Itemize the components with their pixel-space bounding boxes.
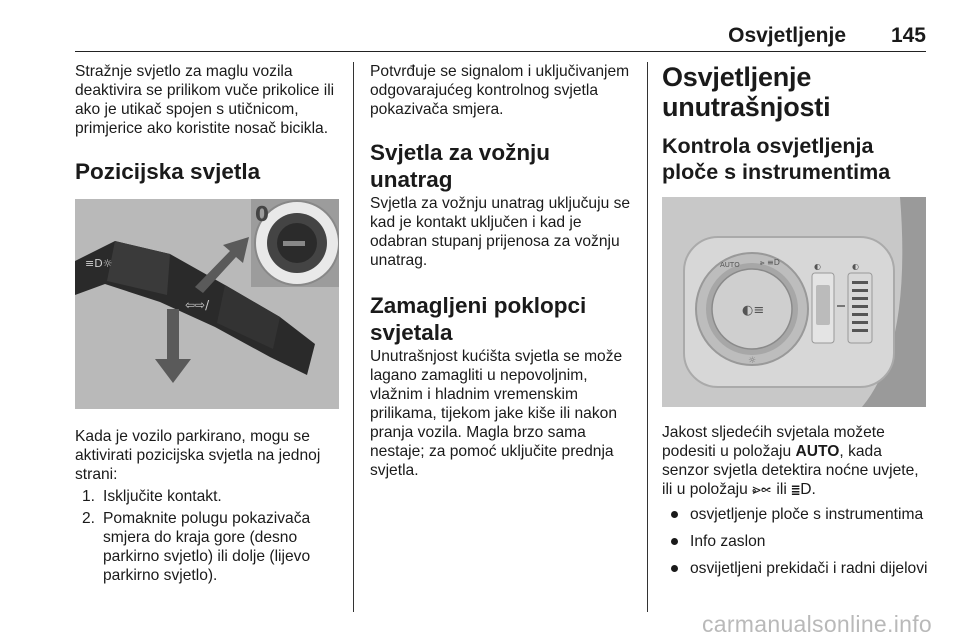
svg-text:◐≡: ◐≡ <box>742 303 765 318</box>
sidelight-symbol-icon: ⩺∝ <box>752 481 773 498</box>
svg-text:≡D☼: ≡D☼ <box>85 257 113 270</box>
bullet-icon <box>671 565 678 572</box>
figure-light-switch <box>662 197 926 407</box>
headlight-symbol-icon: ≣D <box>791 481 812 498</box>
list-item: Info zaslon <box>662 532 928 551</box>
list-item <box>75 487 342 506</box>
auto-label: AUTO <box>795 443 840 460</box>
page-number: 145 <box>890 24 926 47</box>
fog-light-paragraph: Stražnje svjetlo za maglu vozila deaktivira se prilikom vuče prikolice ili ako je utikač spojen s utičnicom, primjerice ako koristite nosač bicikla. <box>75 63 335 137</box>
heading-reversing-lights: Svjetla za vožnju unatrag <box>370 140 551 192</box>
page-header <box>75 22 926 52</box>
reversing-lights-paragraph: Svjetla za vožnju unatrag uključuju se kad je kontakt uključen i kad je odabran stupanj prijenosa za vožnju unatrag. <box>370 195 631 269</box>
column-2 <box>370 62 636 480</box>
bullet-icon <box>671 538 678 545</box>
heading-instrument-panel-control: Kontrola osvjetljenja ploče s instrumentima <box>662 134 891 184</box>
column-3 <box>662 62 928 586</box>
column-divider-1 <box>353 62 354 612</box>
auto-position-label: AUTO <box>720 261 740 269</box>
step-number: 1. <box>81 488 95 505</box>
fogged-covers-paragraph: Unutrašnjost kućišta svjetla se može lagano zamagliti u nepovoljnim, vlažnim i hladnim vremenskim prilikama, tijekom jake kiše ili nakon pranja vozila. Magla brzo sama nestaje; za pomoć uključite prednja svjetla. <box>370 348 623 479</box>
heading-parking-lights: Pozicijska svjetla <box>75 159 261 184</box>
svg-text:◐: ◐ <box>814 262 821 271</box>
list-item <box>75 509 342 585</box>
svg-text:⇦⇨/: ⇦⇨/ <box>185 298 210 312</box>
ignition-zero-label: 0 <box>255 202 269 226</box>
parking-steps-list <box>75 487 342 585</box>
brightness-paragraph: Jakost sljedećih svjetala možete podesiti u položaju AUTO, kada senzor svjetla detektira noćne uvjete, ili u položaju ⩺∝ ili ≣D. <box>662 424 919 498</box>
adjustable-lights-list <box>662 505 928 578</box>
column-1 <box>75 62 342 588</box>
step-number: 2. <box>81 510 95 527</box>
step-text: Isključite kontakt. <box>103 488 222 505</box>
step-text: Pomaknite polugu pokazivača smjera do kraja gore (desno parkirno svjetlo) ili dolje (lijevo parkirno svjetlo). <box>103 510 311 584</box>
svg-text:⩺ ≡D: ⩺ ≡D <box>760 258 780 267</box>
bullet-icon <box>671 511 678 518</box>
svg-text:◐: ◐ <box>852 262 859 271</box>
heading-interior-lighting: Osvjetljenje unutrašnjosti <box>662 62 831 122</box>
list-item: osvijetljeni prekidači i radni dijelovi <box>662 559 928 578</box>
watermark: carmanualsonline.info <box>701 611 932 637</box>
figure-indicator-stalk <box>75 199 339 409</box>
indicator-stalk-illustration <box>75 199 339 409</box>
column-divider-2 <box>647 62 648 612</box>
confirmation-paragraph: Potvrđuje se signalom i uključivanjem odgovarajućeg kontrolnog svjetla pokazivača smjera. <box>370 63 630 118</box>
svg-text:☼: ☼ <box>748 356 757 366</box>
section-title: Osvjetljenje <box>728 24 846 47</box>
parking-lights-paragraph: Kada je vozilo parkirano, mogu se aktivirati pozicijska svjetla na jednoj strani: <box>75 428 321 483</box>
light-switch-illustration <box>662 197 926 407</box>
list-item: osvjetljenje ploče s instrumentima <box>662 505 928 524</box>
heading-fogged-covers: Zamagljeni poklopci svjetala <box>370 293 587 345</box>
